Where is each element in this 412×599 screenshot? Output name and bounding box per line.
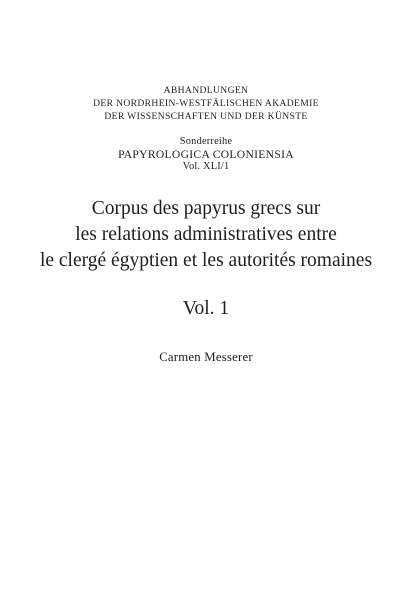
- book-title-line-1: Corpus des papyrus grecs sur: [91, 198, 321, 219]
- subseries-name: PAPYROLOGICA COLONIENSIA: [118, 148, 294, 161]
- book-title-line-3: le clergé égyptien et les autorités romaines: [39, 250, 373, 271]
- book-title-line-2: les relations administratives entre: [75, 224, 337, 245]
- series-name-line-2: DER NORDRHEIN-WESTFÄLISCHEN AKADEMIE: [93, 98, 319, 109]
- subseries-label: Sonderreihe: [179, 136, 233, 147]
- series-name-line-3: DER WISSENSCHAFTEN UND DER KÜNSTE: [104, 111, 308, 122]
- book-volume: Vol. 1: [182, 298, 230, 319]
- series-name-line-1: ABHANDLUNGEN: [163, 85, 249, 96]
- author-name: Carmen Messerer: [159, 350, 253, 364]
- subseries-volume: Vol. XLI/1: [182, 161, 230, 172]
